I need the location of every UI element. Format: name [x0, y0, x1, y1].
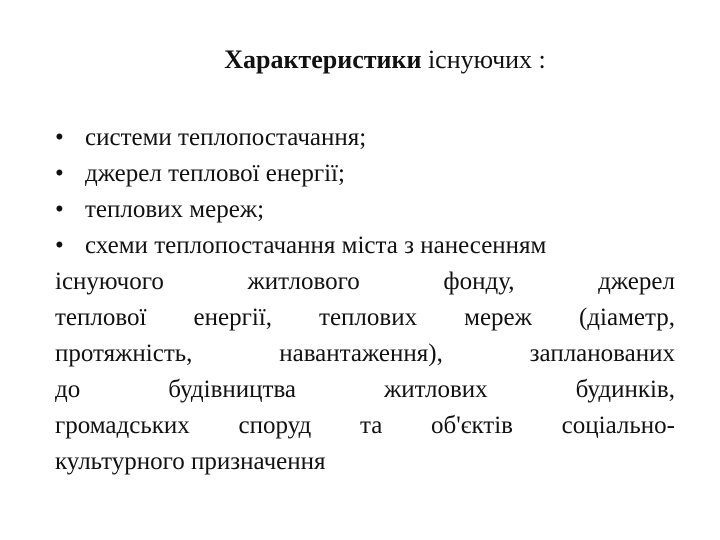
bullet-icon: •: [55, 124, 64, 151]
word: фонду,: [443, 268, 515, 295]
word: житлових: [384, 376, 488, 403]
word: будівництва: [168, 376, 297, 403]
bullet-item: [55, 228, 675, 264]
word: існуючого: [55, 268, 164, 295]
title-normal-text: існуючих :: [421, 45, 546, 74]
word: навантаження),: [279, 340, 443, 367]
word: енергії,: [193, 304, 272, 331]
word: соціально-: [561, 412, 675, 439]
word: та: [359, 412, 383, 439]
bullet-item: [55, 192, 675, 228]
word: споруд: [238, 412, 312, 439]
word: джерел: [598, 268, 675, 295]
word: протяжність,: [55, 340, 193, 367]
word: до: [55, 376, 81, 403]
bullet-icon: •: [55, 160, 64, 187]
continuation-line-last: культурного призначення: [55, 448, 326, 475]
continuation-line: [55, 372, 675, 408]
bullet-text: джерел теплової енергії;: [85, 160, 345, 187]
word: теплової: [55, 304, 147, 331]
word: житлового: [247, 268, 360, 295]
word: (діаметр,: [578, 304, 675, 331]
word: теплових: [319, 304, 418, 331]
bullet-item: [55, 120, 675, 156]
slide-title: [0, 44, 720, 76]
bullet-text: теплових мереж;: [85, 196, 265, 223]
word: об'єктів: [431, 412, 513, 439]
bullet-text: системи теплопостачання;: [85, 124, 367, 151]
continuation-line: [55, 408, 675, 444]
continuation-line: [55, 264, 675, 300]
title-bold-text: Характеристики: [224, 45, 422, 74]
bullet-text: схеми теплопостачання міста з нанесенням: [85, 232, 547, 259]
bullet-item: [55, 156, 675, 192]
continuation-line: [55, 300, 675, 336]
bullet-icon: •: [55, 196, 64, 223]
continuation-line: [55, 336, 675, 372]
bullet-list: [55, 120, 675, 480]
word: будинків,: [575, 376, 675, 403]
word: запланованих: [529, 340, 675, 367]
word: мереж: [464, 304, 532, 331]
bullet-icon: •: [55, 232, 64, 259]
word: громадських: [55, 412, 190, 439]
